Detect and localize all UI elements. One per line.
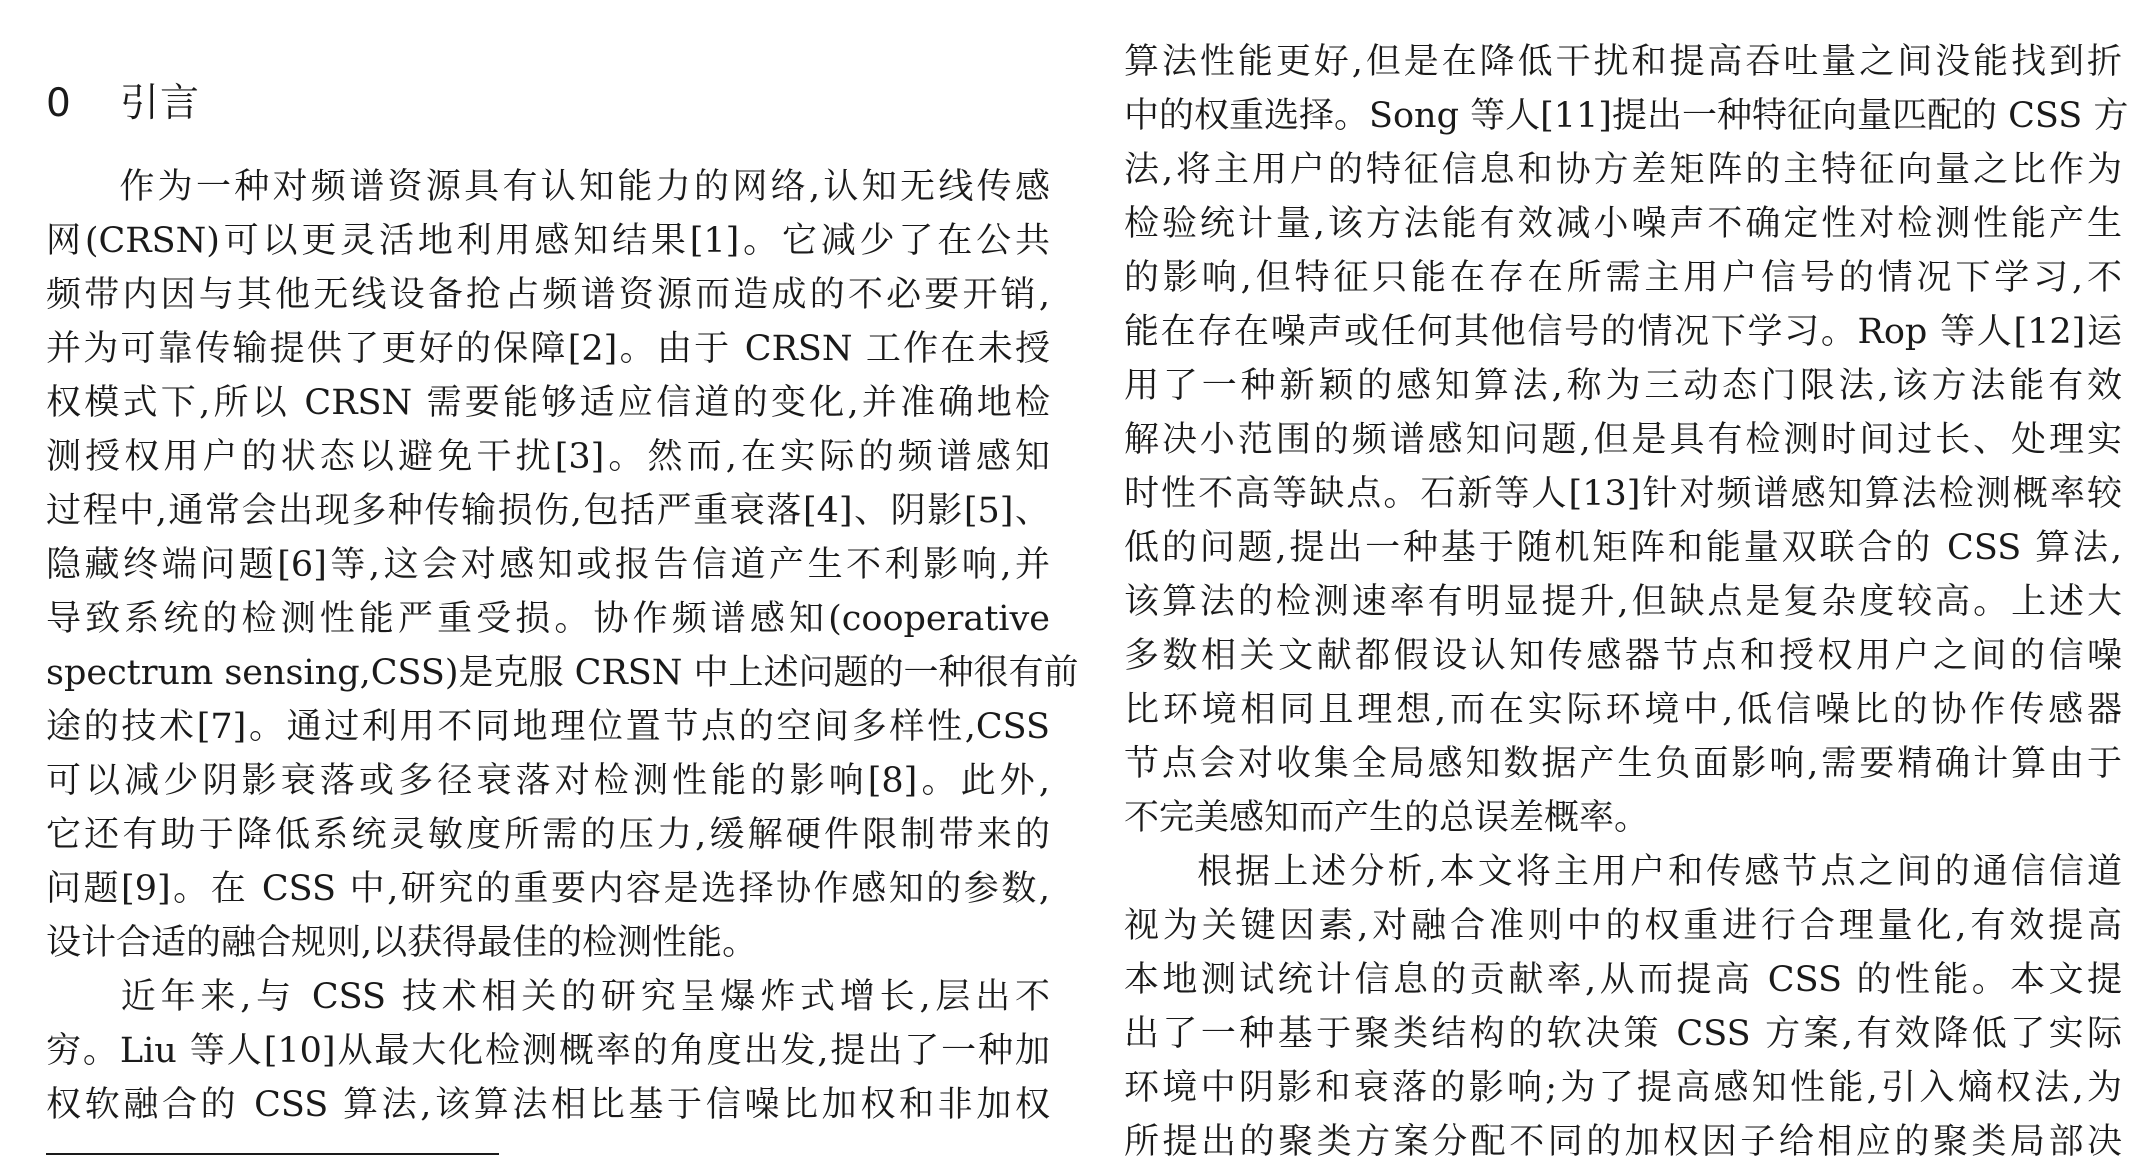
text-line: 作为一种对频谱资源具有认知能力的网络,认知无线传感 bbox=[116, 167, 1050, 207]
text-line: 可以减少阴影衰落或多径衰落对检测性能的影响[8]。此外, bbox=[46, 761, 1050, 801]
text-line: 权模式下,所以 CRSN 需要能够适应信道的变化,并准确地检 bbox=[46, 383, 1050, 423]
text-line: 网(CRSN)可以更灵活地利用感知结果[1]。它减少了在公共 bbox=[46, 221, 1050, 261]
text-line: 视为关键因素,对融合准则中的权重进行合理量化,有效提高 bbox=[1124, 906, 2122, 946]
text-line: 途的技术[7]。通过利用不同地理位置节点的空间多样性,CSS bbox=[46, 707, 1050, 747]
text-line: 隐藏终端问题[6]等,这会对感知或报告信道产生不利影响,并 bbox=[46, 545, 1050, 585]
text-line: 不完美感知而产生的总误差概率。 bbox=[1124, 798, 1650, 838]
text-line: 多数相关文献都假设认知传感器节点和授权用户之间的信噪 bbox=[1124, 636, 2122, 676]
text-line: 导致系统的检测性能严重受损。协作频谱感知(cooperative bbox=[46, 599, 1050, 639]
text-line: 近年来,与 CSS 技术相关的研究呈爆炸式增长,层出不 bbox=[116, 977, 1050, 1017]
text-line: 低的问题,提出一种基于随机矩阵和能量双联合的 CSS 算法, bbox=[1124, 528, 2122, 568]
section-number: 0 bbox=[46, 81, 72, 126]
section-title: 引言 bbox=[120, 81, 201, 126]
text-line: 权软融合的 CSS 算法,该算法相比基于信噪比加权和非加权 bbox=[46, 1085, 1050, 1125]
text-line: 频带内因与其他无线设备抢占频谱资源而造成的不必要开销, bbox=[46, 275, 1050, 315]
text-line: 过程中,通常会出现多种传输损伤,包括严重衰落[4]、阴影[5]、 bbox=[46, 491, 1050, 531]
text-line: 时性不高等缺点。石新等人[13]针对频谱感知算法检测概率较 bbox=[1124, 474, 2122, 514]
right-body-text bbox=[1124, 35, 2129, 1169]
text-line: 比环境相同且理想,而在实际环境中,低信噪比的协作传感器 bbox=[1124, 690, 2122, 730]
text-line: 用了一种新颖的感知算法,称为三动态门限法,该方法能有效 bbox=[1124, 366, 2122, 406]
text-line: 解决小范围的频谱感知问题,但是具有检测时间过长、处理实 bbox=[1124, 420, 2122, 460]
text-line: 能在存在噪声或任何其他信号的情况下学习。Rop 等人[12]运 bbox=[1124, 312, 2122, 352]
footnote-divider bbox=[46, 1153, 499, 1155]
text-line: 本地测试统计信息的贡献率,从而提高 CSS 的性能。本文提 bbox=[1124, 960, 2122, 1000]
text-line: 并为可靠传输提供了更好的保障[2]。由于 CRSN 工作在未授 bbox=[46, 329, 1050, 369]
text-line: 环境中阴影和衰落的影响;为了提高感知性能,引入熵权法,为 bbox=[1124, 1068, 2122, 1108]
text-line: 该算法的检测速率有明显提升,但缺点是复杂度较高。上述大 bbox=[1124, 582, 2122, 622]
left-body-text bbox=[46, 160, 1079, 1132]
text-line: 法,将主用户的特征信息和协方差矩阵的主特征向量之比作为 bbox=[1124, 150, 2122, 190]
text-line: 穷。Liu 等人[10]从最大化检测概率的角度出发,提出了一种加 bbox=[46, 1031, 1050, 1071]
text-line: 中的权重选择。Song 等人[11]提出一种特征向量匹配的 CSS 方 bbox=[1124, 96, 2129, 136]
text-line: 节点会对收集全局感知数据产生负面影响,需要精确计算由于 bbox=[1124, 744, 2122, 784]
text-line: 所提出的聚类方案分配不同的加权因子给相应的聚类局部决 bbox=[1124, 1122, 2122, 1162]
text-line: 的影响,但特征只能在存在所需主用户信号的情况下学习,不 bbox=[1124, 258, 2122, 298]
text-line: 问题[9]。在 CSS 中,研究的重要内容是选择协作感知的参数, bbox=[46, 869, 1050, 909]
section-heading bbox=[46, 72, 200, 128]
text-line: 算法性能更好,但是在降低干扰和提高吞吐量之间没能找到折 bbox=[1124, 42, 2122, 82]
text-line: 根据上述分析,本文将主用户和传感节点之间的通信信道 bbox=[1194, 852, 2122, 892]
text-line: spectrum sensing,CSS)是克服 CRSN 中上述问题的一种很有前 bbox=[46, 653, 1079, 693]
text-line: 它还有助于降低系统灵敏度所需的压力,缓解硬件限制带来的 bbox=[46, 815, 1050, 855]
text-line: 设计合适的融合规则,以获得最佳的检测性能。 bbox=[46, 923, 758, 963]
text-line: 出了一种基于聚类结构的软决策 CSS 方案,有效降低了实际 bbox=[1124, 1014, 2122, 1054]
text-line: 测授权用户的状态以避免干扰[3]。然而,在实际的频谱感知 bbox=[46, 437, 1050, 477]
text-line: 检验统计量,该方法能有效减小噪声不确定性对检测性能产生 bbox=[1124, 204, 2122, 244]
